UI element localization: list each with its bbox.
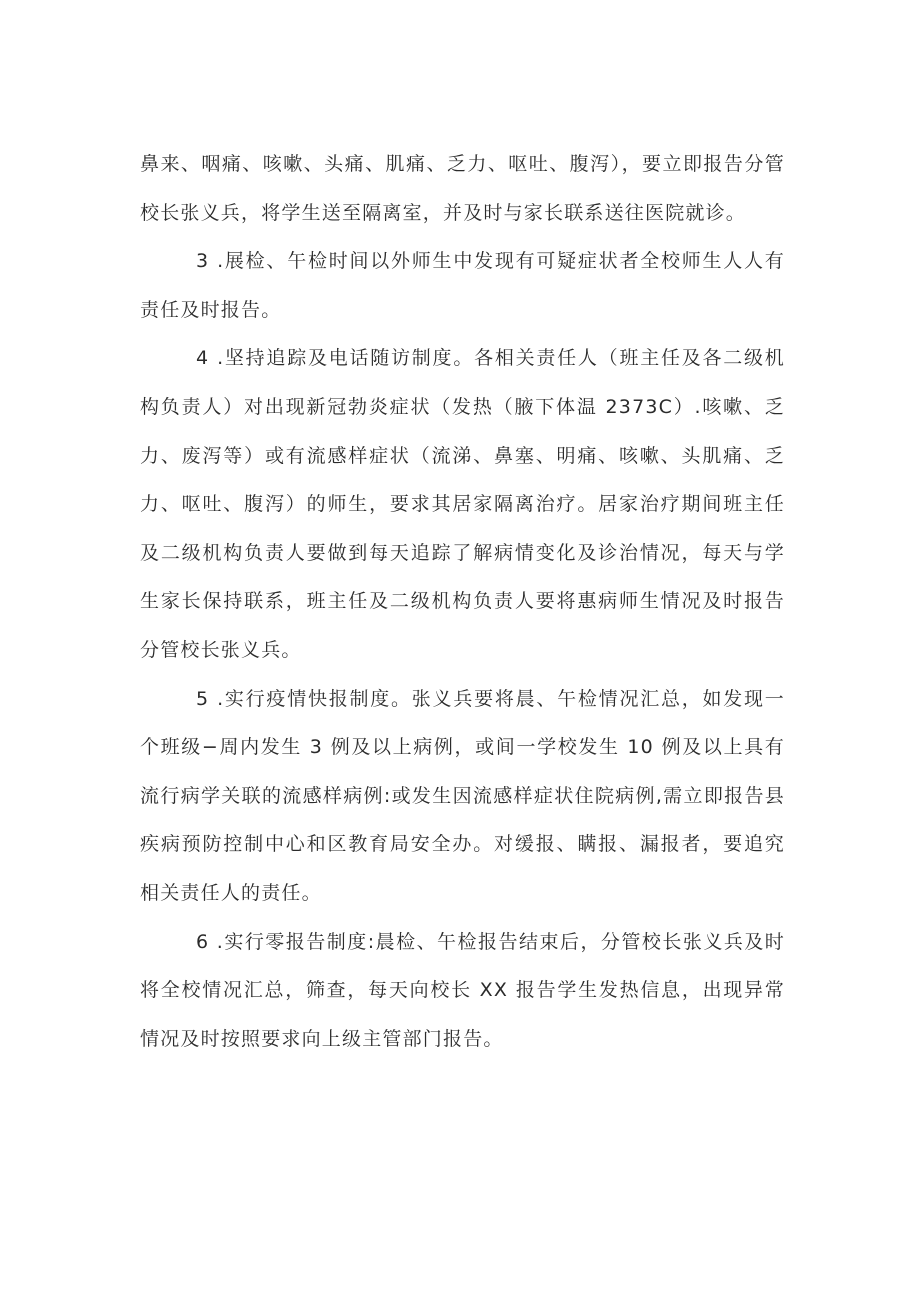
document-body — [140, 140, 785, 1063]
paragraph-item-5: 5 .实行疫情快报制度。张义兵要将晨、午检情况汇总，如发现一个班级−周内发生 3 例及以上病例，或间一学校发生 10 例及以上具有流行病学关联的流感样病例:或发生因流感样症状住院病例,需立即报告县疾病预防控制中心和区教育局安全办。对缓报、瞒报、漏报者，要追究相关责任人的责任。 — [140, 687, 785, 904]
paragraph-continuation: 鼻来、咽痛、咳嗽、头痛、肌痛、乏力、呕吐、腹泻），要立即报告分管校长张义兵，将学生送至隔离室，并及时与家长联系送往医院就诊。 — [140, 153, 785, 224]
paragraph-item-3: 3 .展检、午检时间以外师生中发现有可疑症状者全校师生人人有责任及时报告。 — [140, 250, 785, 321]
paragraph-item-4: 4 .坚持追踪及电话随访制度。各相关责任人（班主任及各二级机构负责人）对出现新冠勃炎症状（发热（腋下体温 2373C）.咳嗽、乏力、废泻等）或有流感样症状（流涕、鼻塞、明痛、咳嗽、头肌痛、乏力、呕吐、腹泻）的师生，要求其居家隔离治疗。居家治疗期间班主任及二级机构负责人要做到每天追踪了解病情变化及诊治情况，每天与学生家长保持联系，班主任及二级机构负责人要将惠病师生情况及时报告分管校长张义兵。 — [140, 347, 785, 661]
paragraph-item-6: 6 .实行零报告制度:晨检、午检报告结束后，分管校长张义兵及时将全校情况汇总，筛查，每天向校长 XX 报告学生发热信息，出现异常情况及时按照要求向上级主管部门报告。 — [140, 930, 785, 1050]
